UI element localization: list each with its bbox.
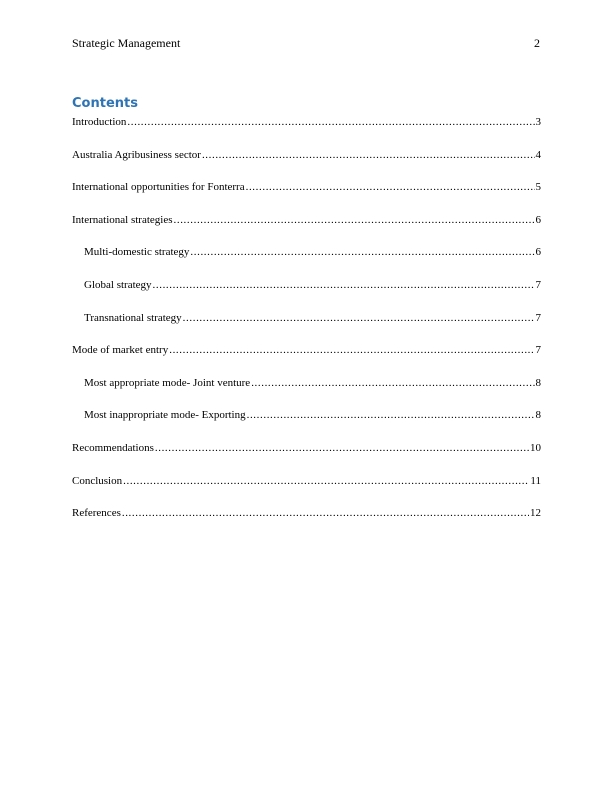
toc-entry-page: 7 bbox=[535, 311, 541, 324]
toc-entry-conclusion[interactable] bbox=[72, 474, 541, 507]
dot-leader bbox=[247, 408, 535, 422]
dot-leader bbox=[174, 213, 535, 227]
dot-leader bbox=[122, 506, 529, 520]
toc-entry-label: Australia Agribusiness sector bbox=[72, 148, 201, 161]
page-number: 2 bbox=[534, 36, 540, 50]
toc-entry-page: 3 bbox=[535, 116, 541, 128]
running-title: Strategic Management bbox=[72, 36, 181, 50]
toc-entry-label: Global strategy bbox=[84, 278, 152, 291]
dot-leader bbox=[190, 245, 534, 259]
toc-entry-label: Mode of market entry bbox=[72, 344, 169, 357]
page-header bbox=[72, 36, 540, 50]
toc-entry-multi-domestic-strategy[interactable] bbox=[72, 245, 541, 278]
toc-entry-label: Multi-domestic strategy bbox=[84, 246, 190, 259]
dot-leader bbox=[246, 180, 535, 194]
toc-entry-label: Conclusion bbox=[72, 474, 123, 487]
toc-entry-label: Transnational strategy bbox=[84, 311, 182, 324]
toc-entry-page: 7 bbox=[535, 344, 541, 357]
toc-entry-page: 11 bbox=[530, 474, 541, 487]
toc-entry-page: 10 bbox=[530, 441, 541, 454]
dot-leader bbox=[153, 278, 535, 292]
toc-entry-page: 8 bbox=[535, 409, 541, 422]
toc-entry-mode-of-market-entry[interactable] bbox=[72, 343, 541, 376]
toc-entry-introduction[interactable] bbox=[72, 115, 541, 148]
toc-entry-page: 4 bbox=[535, 148, 541, 161]
toc-entry-label: Most appropriate mode- Joint venture bbox=[84, 376, 251, 389]
dot-leader bbox=[155, 441, 529, 455]
toc-heading: Contents bbox=[72, 96, 138, 111]
dot-leader bbox=[169, 343, 534, 357]
toc-entry-label: International strategies bbox=[72, 213, 173, 226]
dot-leader bbox=[251, 376, 534, 390]
toc-entry-international-opportunities[interactable] bbox=[72, 180, 541, 213]
toc-entry-label: Recommendations bbox=[72, 441, 154, 454]
dot-leader bbox=[127, 115, 534, 129]
toc-entry-global-strategy[interactable] bbox=[72, 278, 541, 311]
dot-leader bbox=[202, 148, 535, 162]
dot-leader bbox=[183, 311, 535, 325]
toc-entry-page: 8 bbox=[535, 376, 541, 389]
toc-entry-references[interactable] bbox=[72, 506, 541, 539]
toc-entry-international-strategies[interactable] bbox=[72, 213, 541, 246]
toc-entry-recommendations[interactable] bbox=[72, 441, 541, 474]
toc-entry-transnational-strategy[interactable] bbox=[72, 311, 541, 344]
toc-entry-joint-venture[interactable] bbox=[72, 376, 541, 409]
toc-entry-exporting[interactable] bbox=[72, 408, 541, 441]
toc-entry-label: Most inappropriate mode- Exporting bbox=[84, 409, 246, 422]
toc-entry-label: References bbox=[72, 507, 121, 520]
toc-entry-page: 12 bbox=[530, 507, 541, 520]
toc-entry-page: 7 bbox=[535, 278, 541, 291]
dot-leader bbox=[123, 474, 529, 488]
toc-entry-label: International opportunities for Fonterra bbox=[72, 181, 245, 194]
toc-entry-page: 5 bbox=[535, 181, 541, 194]
toc-entry-page: 6 bbox=[535, 246, 541, 259]
table-of-contents bbox=[72, 115, 541, 539]
toc-entry-label: Introduction bbox=[72, 116, 127, 128]
toc-entry-australia-agribusiness-sector[interactable] bbox=[72, 148, 541, 181]
toc-entry-page: 6 bbox=[535, 213, 541, 226]
